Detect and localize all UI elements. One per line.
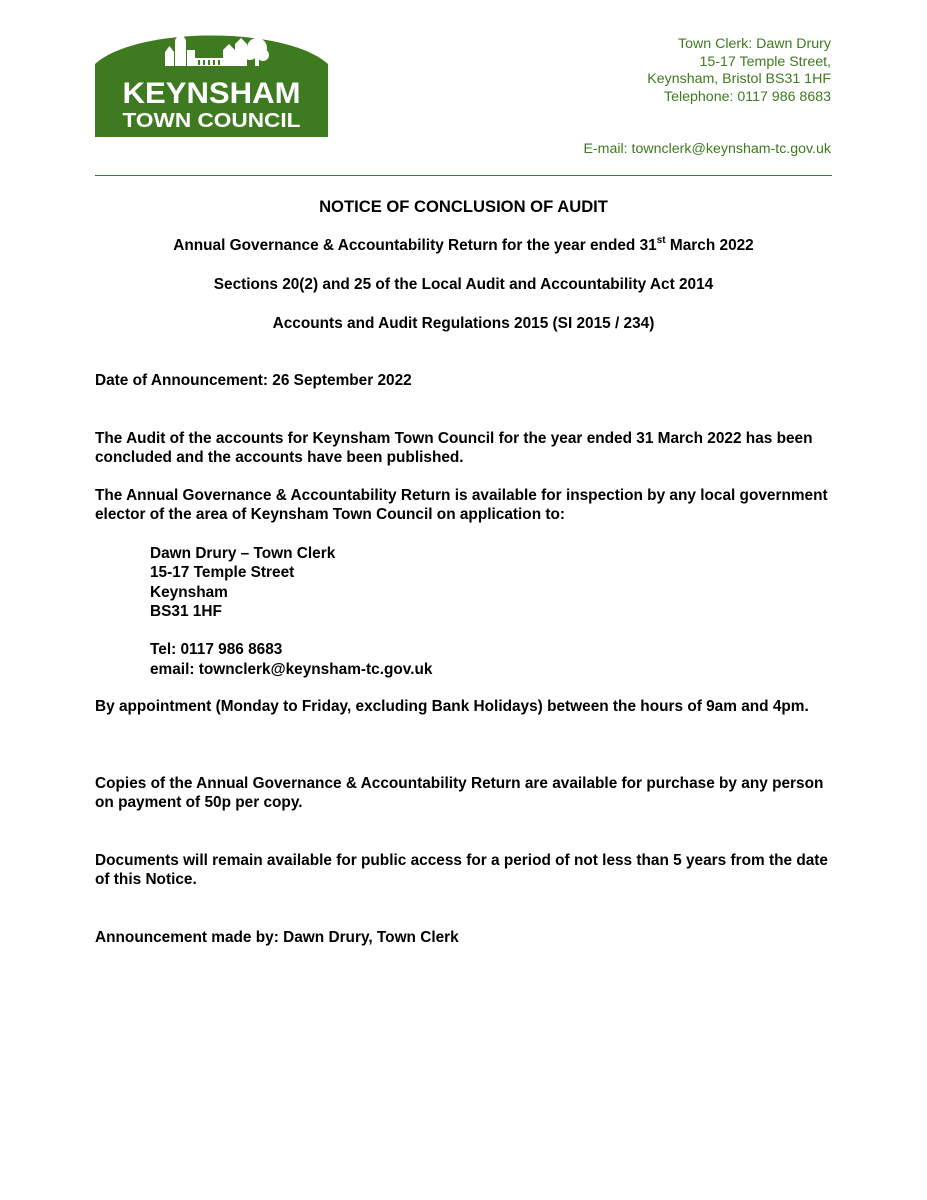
notice-regulations: Accounts and Audit Regulations 2015 (SI 2015 / 234) xyxy=(272,315,655,332)
notice-subtitle xyxy=(95,236,832,256)
contact-details xyxy=(583,36,831,159)
address-email[interactable]: email: townclerk@keynsham-tc.gov.uk xyxy=(150,660,433,678)
subtitle-superscript: st xyxy=(656,234,666,246)
logo-graphic xyxy=(95,20,328,137)
announcement-signoff: Announcement made by: Dawn Drury, Town Clerk xyxy=(95,929,459,946)
paragraph-inspection: The Annual Governance & Accountability Return is available for inspection by any local government elector of the area of Keynsham Town Council on application to: xyxy=(95,487,828,524)
contact-phone: Telephone: 0117 986 8683 xyxy=(664,88,831,105)
address-tel: Tel: 0117 986 8683 xyxy=(150,641,283,659)
header-divider xyxy=(95,175,832,176)
logo-title-text: KEYNSHAM xyxy=(122,77,301,110)
subtitle-text: Annual Governance & Accountability Return for the year ended 31 xyxy=(173,237,657,254)
address-town: Keynsham xyxy=(150,583,228,601)
paragraph-appointment: By appointment (Monday to Friday, excluding Bank Holidays) between the hours of 9am and 4pm. xyxy=(95,698,809,715)
address-name: Dawn Drury – Town Clerk xyxy=(150,545,336,562)
keynsham-town-council-logo xyxy=(95,20,328,137)
contact-town: Keynsham, Bristol BS31 1HF xyxy=(647,71,831,88)
address-street: 15-17 Temple Street xyxy=(150,564,295,582)
clerk-address-block xyxy=(150,544,432,679)
contact-clerk: Town Clerk: Dawn Drury xyxy=(678,36,831,52)
contact-street: 15-17 Temple Street, xyxy=(699,53,831,70)
paragraph-audit-concluded: The Audit of the accounts for Keynsham Town Council for the year ended 31 March 2022 has been concluded and the accounts have been published. xyxy=(95,430,813,467)
address-postcode: BS31 1HF xyxy=(150,602,222,620)
notice-title: NOTICE OF CONCLUSION OF AUDIT xyxy=(319,197,608,216)
contact-email[interactable]: E-mail: townclerk@keynsham-tc.gov.uk xyxy=(583,141,831,158)
subtitle-date: March 2022 xyxy=(665,237,754,254)
logo-subtitle-text: TOWN COUNCIL xyxy=(122,110,301,132)
announcement-date: Date of Announcement: 26 September 2022 xyxy=(95,372,412,389)
notice-sections: Sections 20(2) and 25 of the Local Audit and Accountability Act 2014 xyxy=(213,276,714,293)
paragraph-copies: Copies of the Annual Governance & Accountability Return are available for purchase by any person on payment of 50p per copy. xyxy=(95,775,824,812)
paragraph-retention: Documents will remain available for public access for a period of not less than 5 years from the date of this Notice. xyxy=(95,852,828,889)
